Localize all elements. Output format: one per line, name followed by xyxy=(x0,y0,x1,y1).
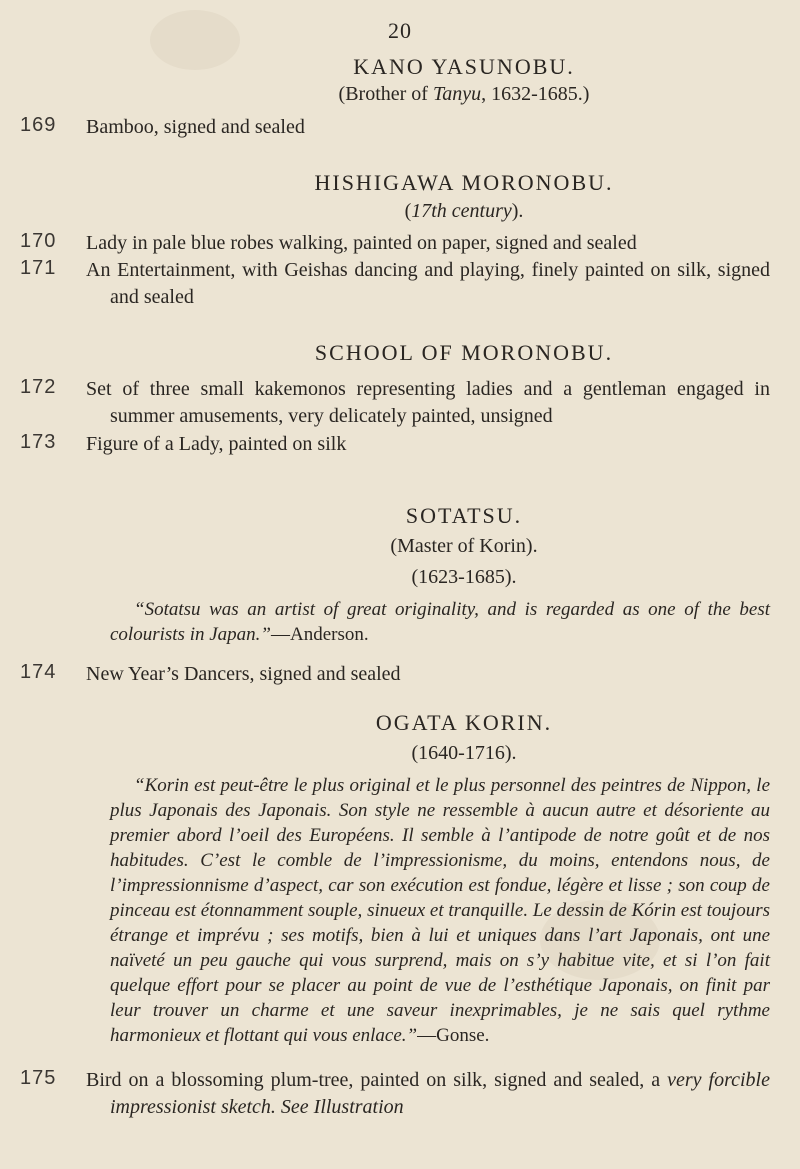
subheading-italic-text: 17th century xyxy=(411,200,512,222)
quote-text: “Sotatsu was an artist of great originality, and is regarded as one of the best colourists in Japan.” xyxy=(110,599,770,645)
subheading-text: , 1632-1685.) xyxy=(481,83,590,105)
lot-number: 175 xyxy=(20,1067,57,1089)
artist-heading-hishigawa: HISHIGAWA MORONOBU. xyxy=(314,170,614,195)
lot-description: Lady in pale blue robes walking, painted on paper, signed and sealed xyxy=(86,232,637,254)
artist-subheading-sotatsu: (Master of Korin). xyxy=(390,535,538,557)
subheading-italic-text: Tanyu xyxy=(432,83,482,105)
lot-description: Set of three small kakemonos representing ladies and a gentleman engaged in summer amusements, very delicately painted, unsigned xyxy=(86,378,770,427)
artist-heading-ogata: OGATA KORIN. xyxy=(375,710,553,735)
artist-heading-school: SCHOOL OF MORONOBU. xyxy=(314,340,614,365)
quote-anderson xyxy=(86,597,770,647)
quote-attribution: —Anderson. xyxy=(270,624,369,645)
artist-subheading-hishigawa xyxy=(160,201,768,221)
lot-description: Bamboo, signed and sealed xyxy=(86,116,305,138)
quote-text: “Korin est peut-être le plus original et le plus personnel des peintres de Nippon, le plus Japonais des Japonais. Son style ne ressemble à aucun autre et désoriente au premier abord l’oeil des Européens. Il semble à l’antipode de notre goût et de nos habitudes. C’est le comble de l’impressionisme, du moins, entendons nous, de l’impressionnisme d’aspect, car son exécution est fondue, légère et lisse ; son coup de pinceau est étonnamment souple, sinueux et tranquille. Le dessin de Kórin est toujours étrange et imprévu ; ses motifs, bien à lui et uniques dans l’art Japonais, ont une naïveté un peu gauche qui vous surprend, mais on s’y habitue vite, et si l’on fait quelque effort pour se placer au point de vue de l’esthétique Japonais, on finit par leur trouver un charme et une saveur inexprimables, je ne sais quel rythme harmonieux et flottant qui vous enlace.” xyxy=(110,775,770,1046)
lot-description: An Entertainment, with Geishas dancing and playing, finely painted on silk, signed and sealed xyxy=(86,259,770,308)
quote-attribution: —Gonse. xyxy=(417,1025,490,1046)
lot-description: Figure of a Lady, painted on silk xyxy=(86,433,347,455)
subheading-text: ). xyxy=(511,200,524,222)
artist-dates-ogata: (1640-1716). xyxy=(411,742,517,764)
lot-number: 169 xyxy=(20,114,57,136)
subheading-text: ( xyxy=(404,200,412,222)
subheading-text: (Brother of xyxy=(338,83,433,105)
lot-number: 174 xyxy=(20,661,57,683)
lot-description-text: Bird on a blossoming plum-tree, painted on silk, signed and sealed, a xyxy=(86,1069,661,1091)
lot-number: 172 xyxy=(20,376,57,398)
artist-dates-sotatsu: (1623-1685). xyxy=(411,566,517,588)
lot-number: 170 xyxy=(20,230,57,252)
lot-description-italic: very forcible impressionist sketch. See Illustration xyxy=(110,1069,770,1118)
lot-description xyxy=(86,1067,770,1121)
lot-number: 171 xyxy=(20,257,57,279)
page-number: 20 xyxy=(388,18,412,43)
quote-gonse xyxy=(86,773,770,1048)
artist-heading-sotatsu: SOTATSU. xyxy=(405,503,523,528)
artist-heading-kano: KANO YASUNOBU. xyxy=(353,54,575,79)
artist-subheading-kano xyxy=(160,84,768,104)
lot-number: 173 xyxy=(20,431,57,453)
lot-description: New Year’s Dancers, signed and sealed xyxy=(86,663,401,685)
